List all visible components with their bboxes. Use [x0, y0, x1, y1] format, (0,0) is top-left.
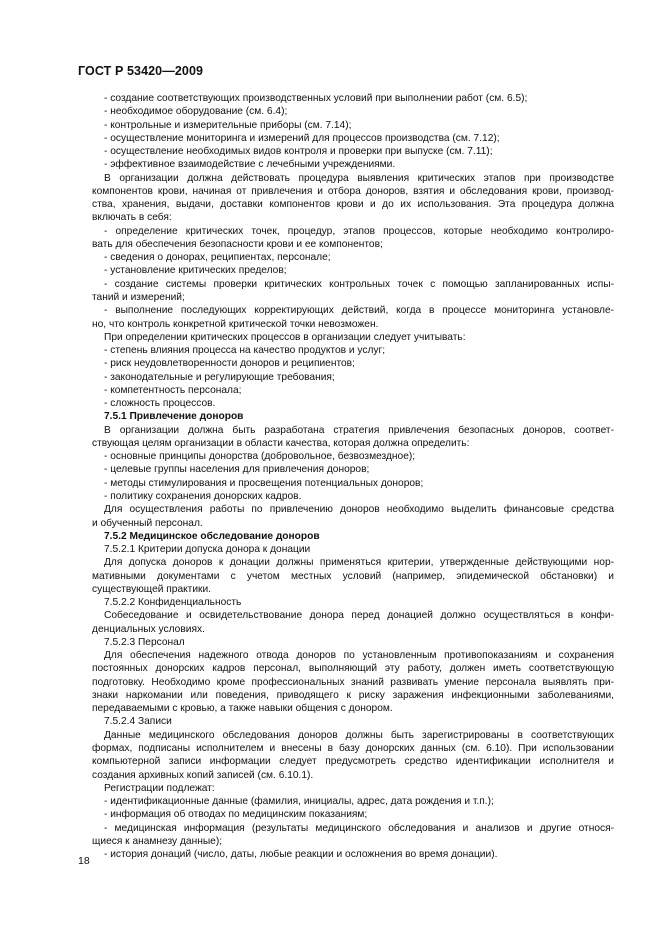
- text-line: знаки наркомании или поведения, приводящего к риску заражения инфекционными заболеваниями,: [92, 689, 614, 701]
- text-line: денциальных условиях.: [92, 623, 205, 635]
- text-line: - компетентность персонала;: [104, 384, 242, 396]
- text-line: таний и измерений;: [92, 291, 185, 303]
- text-line: Регистрации подлежат:: [104, 782, 215, 794]
- text-line: - идентификационные данные (фамилия, инициалы, адрес, дата рождения и т.п.);: [104, 796, 494, 808]
- text-line: - установление критических пределов;: [104, 265, 287, 277]
- text-line: - выполнение последующих корректирующих действий, когда в процессе мониторинга установле-: [104, 305, 614, 317]
- text-line: щиеся к анамнезу данные);: [92, 835, 223, 847]
- text-line: - история донаций (число, даты, любые реакции и осложнения во время донации).: [104, 849, 498, 861]
- text-line: - политику сохранения донорских кадров.: [104, 490, 302, 502]
- text-line: - степень влияния процесса на качество продуктов и услуг;: [104, 345, 386, 357]
- text-line: ствующая целям организации в области качества, которая должна определить:: [92, 437, 470, 449]
- text-line: 7.5.2.2 Конфиденциальность: [104, 597, 242, 609]
- text-line: - сложность процессов.: [104, 398, 216, 410]
- text-line: 7.5.2.1 Критерии допуска донора к донации: [104, 544, 311, 556]
- text-line: - определение критических точек, процедур, этапов процессов, которые необходимо контролиро-: [104, 225, 614, 237]
- text-line: Для осуществления работы по привлечению доноров необходимо выделить финансовые средства: [104, 504, 614, 516]
- text-line: - контрольные и измерительные приборы (см. 7.14);: [104, 119, 352, 131]
- text-line: В организации должна быть разработана стратегия привлечения безопасных доноров, соответ-: [104, 424, 614, 436]
- text-line: компьютерной записи информации следует предусмотреть средство идентификации исполнителя и: [92, 756, 614, 768]
- text-line: мативными документами с учетом местных условий (например, эпидемической обстановки) и: [92, 570, 614, 582]
- text-line: - информация об отводах по медицинским показаниям;: [104, 809, 368, 821]
- text-line: - осуществление мониторинга и измерений для процессов производства (см. 7.12);: [104, 132, 500, 144]
- text-line: 7.5.2.3 Персонал: [104, 636, 185, 648]
- text-line: В организации должна действовать процедура выявления критических этапов при производстве: [104, 172, 614, 184]
- text-line: - необходимое оборудование (см. 6.4);: [104, 106, 288, 118]
- section-heading: 7.5.1 Привлечение доноров: [104, 411, 244, 423]
- text-line: - сведения о донорах, реципиентах, персонале;: [104, 252, 331, 264]
- text-line: постоянных донорских кадров персонал, выполняющий эту работу, должен иметь соответствующую: [92, 663, 614, 675]
- text-line: - создание соответствующих производственных условий при выполнении работ (см. 6.5);: [104, 93, 528, 104]
- document-header: ГОСТ Р 53420—2009: [78, 64, 204, 78]
- text-line: Для допуска доноров к донации должны применяться критерии, утвержденные действующими нор-: [104, 557, 614, 569]
- document-body: [92, 92, 614, 861]
- text-line: - создание системы проверки критических контрольных точек с помощью запланированных испы-: [104, 278, 614, 290]
- text-line: включать в себя:: [92, 212, 172, 224]
- text-line: Для обеспечения надежного отвода доноров по установленным противопоказаниям и сохранения: [104, 650, 614, 662]
- text-line: передаваемыми с кровью, а также навыки общения с донором.: [92, 703, 393, 715]
- section-heading: 7.5.2 Медицинское обследование доноров: [104, 530, 320, 542]
- page-number: 18: [78, 855, 90, 867]
- text-line: и обученный персонал.: [92, 517, 203, 529]
- text-line: подготовку. Необходимо кроме профессиональных знаний развивать умение персонала выявлять при-: [92, 676, 614, 688]
- text-line: - эффективное взаимодействие с лечебными учреждениями.: [104, 159, 396, 171]
- text-line: - целевые группы населения для привлечения доноров;: [104, 464, 370, 476]
- text-line: При определении критических процессов в организации следует учитывать:: [104, 331, 466, 343]
- text-line: 7.5.2.4 Записи: [104, 716, 172, 728]
- text-line: - риск неудовлетворенности доноров и реципиентов;: [104, 358, 355, 370]
- text-line: - основные принципы донорства (добровольное, безвозмездное);: [104, 451, 416, 463]
- text-line: Данные медицинского обследования доноров должны быть зарегистрированы в соответствующих: [104, 729, 614, 741]
- text-line: создания архивных копий записей (см. 6.10.1).: [92, 769, 314, 781]
- text-line: - методы стимулирования и просвещения потенциальных доноров;: [104, 477, 424, 489]
- text-line: формах, подписаны исполнителем и внесены в базу донорских данных (см. 6.10). При использовании: [92, 743, 614, 755]
- text-line: вать для обеспечения безопасности крови и ее компонентов;: [92, 238, 383, 250]
- text-line: существующей практики.: [92, 583, 212, 595]
- text-line: ства, хранения, выдачи, доставки компонентов крови и до их использования. Эта процедура должна: [92, 199, 614, 211]
- text-line: компонентов крови, начиная от привлечения и отбора доноров, взятия и обследования крови, производ-: [92, 185, 614, 197]
- text-line: но, что контроль конкретной критической точки невозможен.: [92, 318, 379, 330]
- text-line: - законодательные и регулирующие требования;: [104, 371, 335, 383]
- text-line: Собеседование и освидетельствование донора перед донацией должно осуществляться в конфи-: [104, 610, 614, 622]
- text-line: - осуществление необходимых видов контроля и проверки при выпуске (см. 7.11);: [104, 146, 493, 158]
- text-line: - медицинская информация (результаты медицинского обследования и анализов и другие относя-: [104, 822, 614, 834]
